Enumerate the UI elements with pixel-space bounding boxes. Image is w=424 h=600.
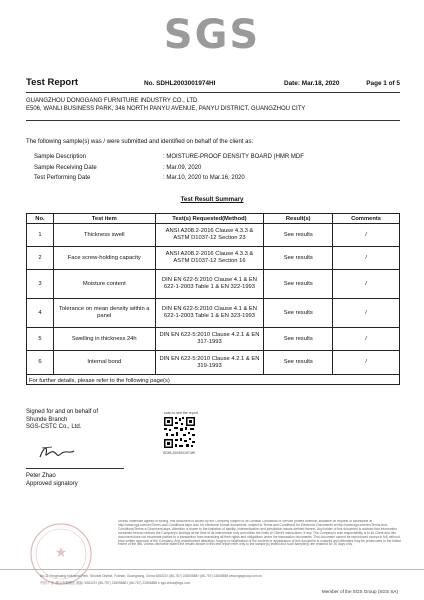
sgs-logo-text: SGS [163, 12, 261, 58]
report-date: Date: Mar.18, 2020 [284, 80, 340, 87]
client-company [26, 97, 305, 113]
report-number: No. SDHL2003001974HI [144, 80, 216, 87]
summary-title: Test Result Summary [180, 196, 244, 203]
qr-report-number: SDHL2003001974HI [163, 451, 196, 455]
cell-method: DIN EN 622-5:2010 Clause 4.1 & EN 622-1-2003 Table 1 & EN 323-1993 [155, 299, 264, 328]
company-divider [26, 120, 400, 121]
cell-item: Thickness swell [53, 224, 155, 247]
header-divider [26, 92, 400, 93]
cell-item: Internal bond [53, 351, 155, 375]
report-header [26, 79, 400, 91]
sgs-membership: Member of the SGS Group (SGS SA) [321, 589, 398, 594]
cell-result: See results [264, 328, 333, 351]
info-value: : Mar.09, 2020 [163, 164, 202, 171]
footer-divider [0, 569, 424, 570]
cell-method: DIN EN 622-5:2010 Clause 4.2.1 & EN 319-1993 [155, 351, 264, 375]
cell-comment: / [333, 351, 400, 375]
table-note: For further details, please refer to the following page(s) [29, 378, 170, 384]
cell-method: ANSI A208.2-2016 Clause 4.3.3 & ASTM D1037-12 Section 16 [155, 247, 264, 270]
cell-result: See results [264, 270, 333, 299]
cell-no: 5 [27, 328, 54, 351]
info-label: Test Performing Date [34, 175, 91, 181]
cell-result: See results [264, 299, 333, 328]
cell-no: 2 [27, 247, 54, 270]
col-header-result: Result(s) [264, 214, 333, 224]
signature-line [26, 468, 124, 469]
table-row [27, 299, 400, 328]
info-row [26, 175, 400, 186]
cell-result: See results [264, 247, 333, 270]
branch-line: Shunde Branch [26, 416, 68, 423]
cell-comment: / [333, 270, 400, 299]
info-label: Sample Description [34, 154, 87, 160]
signatory-role: Approved signatory [26, 480, 78, 487]
signed-line: Signed for and on behalf of [26, 409, 99, 415]
cell-item: Moisture content [53, 270, 155, 299]
table-row [27, 328, 400, 351]
cell-comment: / [333, 247, 400, 270]
cell-method: DIN EN 622-5:2010 Clause 4.1 & EN 622-1-2003 Table 1 & EN 322-1993 [155, 270, 264, 299]
cell-result: See results [264, 224, 333, 247]
cell-no: 4 [27, 299, 54, 328]
legal-disclaimer: Unless otherwise agreed in writing, this document is issued by the Company subject to its General Conditions of Service printed overleaf, available on request or accessible at http://www.sgs.com/en/Terms-and-Conditions.aspx and, for electronic format documents, subject to Terms and Conditions for Electronic Documents at http://www.sgs.com/en/Terms-and-Conditions/Terms-e-Document.aspx. Attention is drawn to the limitation of liability, indemnification and jurisdiction issues defined therein. Any holder of this document is advised that information contained hereon reflects the Company's findings at the time of its intervention only and within the limits of Client's instructions, if any. The Company's sole responsibility is to its Client and this document does not exonerate parties to a transaction from exercising all their rights and obligations under the transaction documents. This document cannot be reproduced except in full, without prior written approval of the Company. Any unauthorized alteration, forgery or falsification of the content or appearance of this document is unlawful and offenders may be prosecuted to the fullest extent of the law. Unless otherwise stated the results shown in this test report refer only to the sample(s) tested and such sample(s) are retained for 30 days only. [118, 520, 401, 547]
info-row [26, 154, 400, 165]
footer-address-en: No.11 Fenghuang Industrial Park, Shunde District, Foshan, Guangdong, China 528323 t (86-757) 22805888 f (86-757) 22805858 www.sgsgroup.com.cn [40, 574, 263, 578]
results-table [26, 213, 400, 375]
cell-no: 3 [27, 270, 54, 299]
signatory [26, 473, 78, 488]
cell-no: 1 [27, 224, 54, 247]
table-row [27, 224, 400, 247]
cell-comment: / [333, 328, 400, 351]
sgs-logo [0, 12, 424, 58]
info-row [26, 165, 400, 176]
cell-comment: / [333, 299, 400, 328]
cell-item: Face screw-holding capacity [53, 247, 155, 270]
table-row [27, 247, 400, 270]
table-row [27, 270, 400, 299]
cell-item: Swelling in thickness 24h [53, 328, 155, 351]
col-header-test-item: Test item [53, 214, 155, 224]
footer-address-cn: 中国·广东·佛山市顺德区 邮编: 528323 t (86-757) 22805888 f (86-757) 22805858 e sgs.china@sgs.com [40, 581, 191, 585]
qr-label: scan to see the report [164, 411, 198, 415]
report-title: Test Report [26, 77, 79, 88]
cell-comment: / [333, 224, 400, 247]
sample-info [26, 154, 400, 186]
svg-text:★: ★ [54, 545, 68, 561]
table-row [27, 351, 400, 375]
cell-item: Tolerance on mean density within a panel [53, 299, 155, 328]
col-header-comments: Comments [333, 214, 400, 224]
col-header-no: No. [27, 214, 54, 224]
cell-result: See results [264, 351, 333, 375]
page-number: Page 1 of 5 [366, 80, 400, 87]
signatory-name: Peter Zhao [26, 473, 56, 479]
cell-no: 6 [27, 351, 54, 375]
company-address: E506, WANLI BUSINESS PARK, 346 NORTH PANYU AVENUE, PANYU DISTRICT, GUANGZHOU CITY [26, 106, 306, 112]
org-line: SGS-CSTC Co., Ltd. [26, 424, 82, 430]
handwritten-signature [36, 442, 76, 462]
info-value: : Mar.10, 2020 to Mar.16, 2020 [163, 175, 245, 181]
info-value: : MOISTURE-PROOF DENSITY BOARD (HMR MDF [163, 154, 304, 160]
table-header-row [27, 214, 400, 224]
col-header-method: Test(s) Requested(Method) [155, 214, 264, 224]
intro-text: The following sample(s) was / were submitted and identified on behalf of the client as: [26, 139, 254, 145]
qr-code-icon[interactable] [163, 416, 196, 449]
cell-method: DIN EN 622-5:2010 Clause 4.2.1 & EN 317-1993 [155, 328, 264, 351]
info-label: Sample Receiving Date [34, 164, 97, 171]
company-name: GUANGZHOU DONGGANG FURNITURE INDUSTRY CO., LTD [26, 98, 198, 104]
cell-method: ANSI A208.2-2016 Clause 4.3.3 & ASTM D1037-12 Section 23 [155, 224, 264, 247]
signed-on-behalf [26, 409, 98, 432]
